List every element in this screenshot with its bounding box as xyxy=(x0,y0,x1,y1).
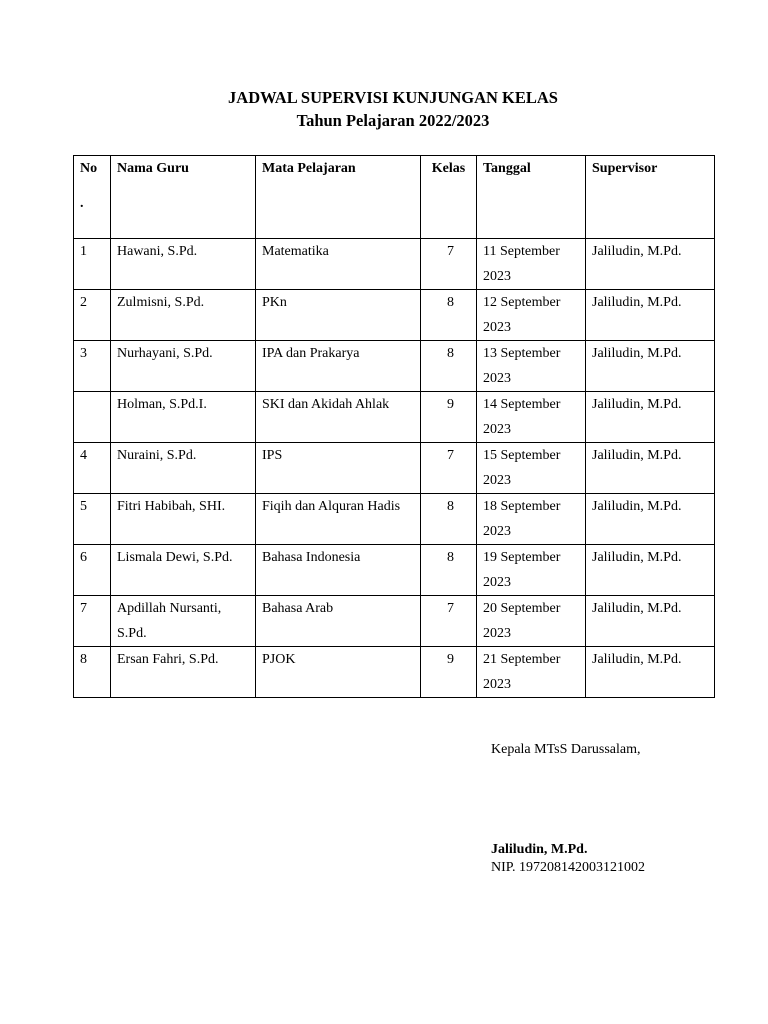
cell-nama-guru: Apdillah Nursanti, S.Pd. xyxy=(111,596,256,647)
cell-no: 6 xyxy=(74,545,111,596)
cell-mata-pelajaran: Matematika xyxy=(256,239,421,290)
cell-mata-pelajaran: Bahasa Arab xyxy=(256,596,421,647)
cell-tanggal: 19 September 2023 xyxy=(477,545,586,596)
cell-no xyxy=(74,392,111,443)
table-row xyxy=(74,494,715,545)
cell-kelas: 8 xyxy=(421,341,477,392)
table-row xyxy=(74,596,715,647)
signature-name: Jaliludin, M.Pd. xyxy=(491,842,588,857)
cell-nama-guru: Ersan Fahri, S.Pd. xyxy=(111,647,256,698)
cell-kelas: 7 xyxy=(421,443,477,494)
cell-tanggal: 18 September 2023 xyxy=(477,494,586,545)
header-no-dot: . xyxy=(80,196,84,211)
cell-tanggal: 13 September 2023 xyxy=(477,341,586,392)
header-no xyxy=(74,156,111,239)
cell-tanggal: 14 September 2023 xyxy=(477,392,586,443)
cell-kelas: 8 xyxy=(421,290,477,341)
cell-nama-guru: Nuraini, S.Pd. xyxy=(111,443,256,494)
cell-kelas: 7 xyxy=(421,596,477,647)
cell-mata-pelajaran: PKn xyxy=(256,290,421,341)
cell-tanggal: 15 September 2023 xyxy=(477,443,586,494)
header-tanggal: Tanggal xyxy=(477,156,586,239)
cell-no: 3 xyxy=(74,341,111,392)
cell-nama-guru: Zulmisni, S.Pd. xyxy=(111,290,256,341)
cell-supervisor: Jaliludin, M.Pd. xyxy=(586,647,715,698)
cell-supervisor: Jaliludin, M.Pd. xyxy=(586,392,715,443)
cell-tanggal: 20 September 2023 xyxy=(477,596,586,647)
cell-nama-guru: Fitri Habibah, SHI. xyxy=(111,494,256,545)
cell-supervisor: Jaliludin, M.Pd. xyxy=(586,290,715,341)
cell-kelas: 7 xyxy=(421,239,477,290)
header-supervisor: Supervisor xyxy=(586,156,715,239)
table-row xyxy=(74,239,715,290)
cell-nama-guru: Lismala Dewi, S.Pd. xyxy=(111,545,256,596)
cell-supervisor: Jaliludin, M.Pd. xyxy=(586,239,715,290)
cell-mata-pelajaran: Bahasa Indonesia xyxy=(256,545,421,596)
cell-supervisor: Jaliludin, M.Pd. xyxy=(586,443,715,494)
cell-kelas: 8 xyxy=(421,494,477,545)
header-kelas: Kelas xyxy=(421,156,477,239)
cell-kelas: 9 xyxy=(421,392,477,443)
cell-nama-guru: Holman, S.Pd.I. xyxy=(111,392,256,443)
cell-no: 5 xyxy=(74,494,111,545)
cell-no: 7 xyxy=(74,596,111,647)
signature-nip: NIP. 197208142003121002 xyxy=(491,860,646,875)
cell-mata-pelajaran: Fiqih dan Alquran Hadis xyxy=(256,494,421,545)
cell-no: 2 xyxy=(74,290,111,341)
cell-mata-pelajaran: IPA dan Prakarya xyxy=(256,341,421,392)
table-row xyxy=(74,290,715,341)
table-row xyxy=(74,392,715,443)
document-title: JADWAL SUPERVISI KUNJUNGAN KELAS xyxy=(228,88,558,107)
cell-supervisor: Jaliludin, M.Pd. xyxy=(586,494,715,545)
cell-supervisor: Jaliludin, M.Pd. xyxy=(586,545,715,596)
signature-place-title: Kepala MTsS Darussalam, xyxy=(491,742,641,757)
cell-tanggal: 12 September 2023 xyxy=(477,290,586,341)
cell-tanggal: 21 September 2023 xyxy=(477,647,586,698)
cell-tanggal: 11 September 2023 xyxy=(477,239,586,290)
table-row xyxy=(74,647,715,698)
table-header-row xyxy=(74,156,715,239)
cell-mata-pelajaran: PJOK xyxy=(256,647,421,698)
cell-nama-guru: Nurhayani, S.Pd. xyxy=(111,341,256,392)
document-subtitle: Tahun Pelajaran 2022/2023 xyxy=(296,111,490,130)
cell-mata-pelajaran: IPS xyxy=(256,443,421,494)
table-row xyxy=(74,443,715,494)
table-row xyxy=(74,341,715,392)
cell-kelas: 8 xyxy=(421,545,477,596)
cell-kelas: 9 xyxy=(421,647,477,698)
cell-mata-pelajaran: SKI dan Akidah Ahlak xyxy=(256,392,421,443)
cell-nama-guru: Hawani, S.Pd. xyxy=(111,239,256,290)
header-mata-pelajaran: Mata Pelajaran xyxy=(256,156,421,239)
cell-no: 4 xyxy=(74,443,111,494)
header-nama-guru: Nama Guru xyxy=(111,156,256,239)
cell-supervisor: Jaliludin, M.Pd. xyxy=(586,596,715,647)
cell-no: 1 xyxy=(74,239,111,290)
schedule-table xyxy=(73,155,715,698)
cell-no: 8 xyxy=(74,647,111,698)
cell-supervisor: Jaliludin, M.Pd. xyxy=(586,341,715,392)
table-row xyxy=(74,545,715,596)
header-no-label: No xyxy=(80,161,98,176)
